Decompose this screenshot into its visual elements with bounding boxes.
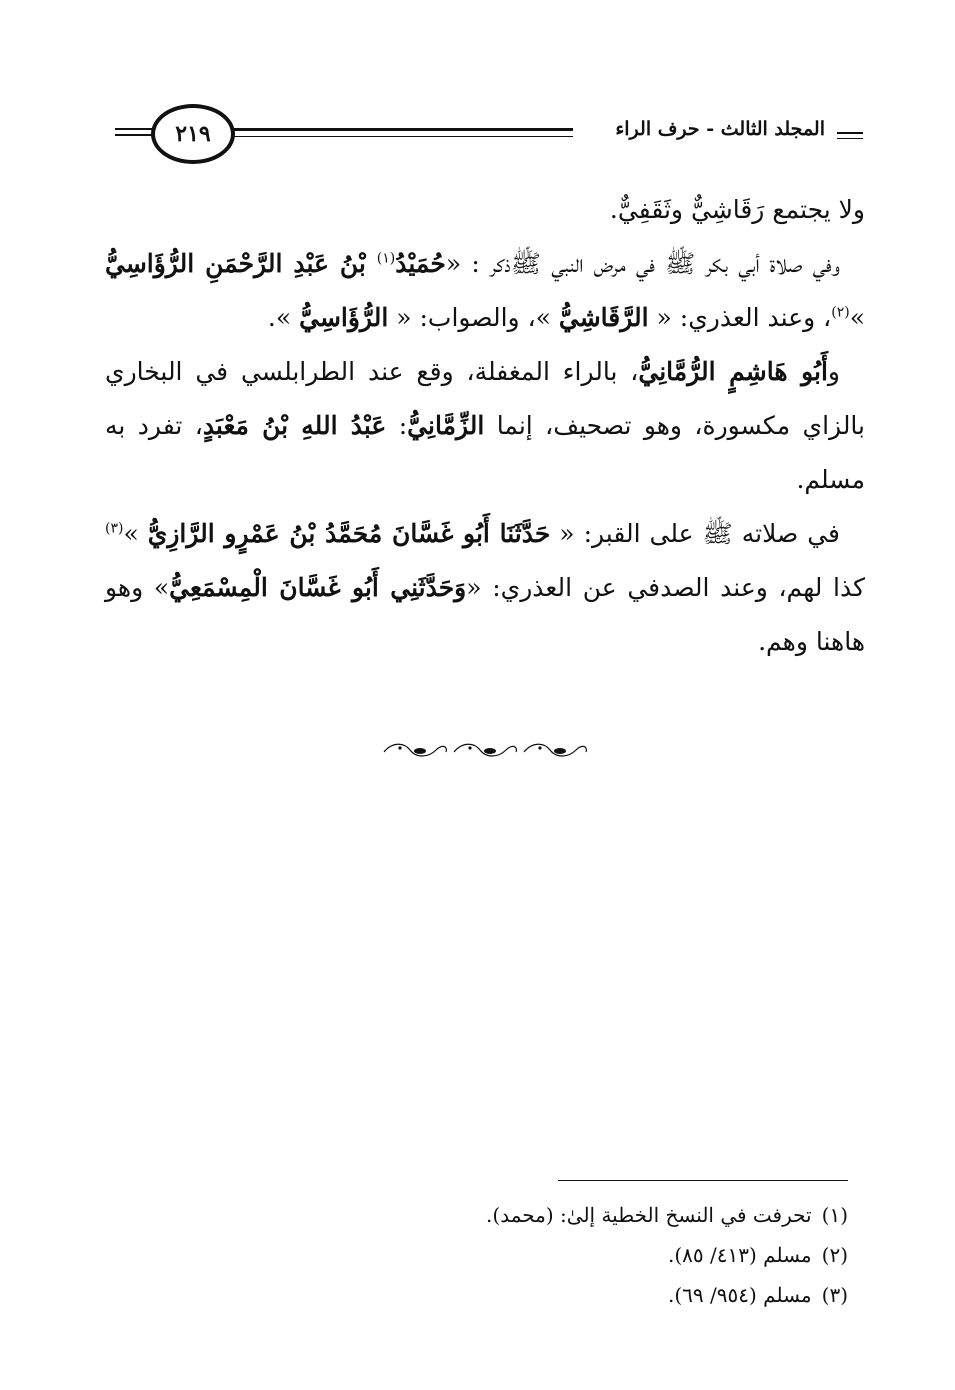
footnote-ref[interactable]: (٢) xyxy=(831,304,850,321)
bold-quote: وَحَدَّثَنِي أَبُو غَسَّانَ الْمِسْمَعِيُّ xyxy=(169,573,467,602)
footnote-text: مسلم (٤١٣/ ٨٥). xyxy=(667,1243,812,1267)
text-run: و xyxy=(827,357,840,386)
text-run: ولا يجتمع رَقَاشِيٌّ وثَقَفِيٌّ. xyxy=(609,195,865,224)
footnotes xyxy=(300,1195,848,1315)
footnote-item xyxy=(300,1235,848,1275)
header-rule xyxy=(837,132,863,134)
bold-name: الزِّمَّانِيُّ xyxy=(407,411,485,440)
running-title: المجلد الثالث - حرف الراء xyxy=(609,118,831,140)
footnote-ref[interactable]: (٣) xyxy=(105,520,124,537)
paragraph xyxy=(105,237,865,345)
footnote-separator xyxy=(558,1180,848,1181)
bold-name: بْنُ عَبْدِ الرَّحْمَنِ الرُّؤَاسِيُّ xyxy=(105,249,377,278)
text-run: ». xyxy=(267,303,300,332)
main-text xyxy=(105,183,865,669)
page-number: ٢١٩ xyxy=(151,104,235,164)
ornament-divider-icon xyxy=(380,738,590,762)
text-run: ، بالراء المغفلة، وقع عند الطرابلسي في البخاري بالزاي مكسورة، وهو تصحيف، إنما xyxy=(105,357,866,440)
text-run: » xyxy=(849,303,865,332)
footnote-item xyxy=(300,1275,848,1315)
footnote-text: مسلم (٩٥٤/ ٦٩). xyxy=(667,1283,812,1307)
bold-name: عَبْدُ اللهِ بْنُ مَعْبَدٍ xyxy=(202,411,387,440)
footnote-number: (٣) xyxy=(821,1283,848,1307)
paragraph xyxy=(105,507,865,669)
footnote-text: تحرفت في النسخ الخطية إلىٰ: (محمد). xyxy=(486,1203,812,1227)
page-header xyxy=(105,100,863,166)
header-rule xyxy=(225,128,573,131)
bold-name: الرَّقَاشِيُّ xyxy=(558,303,649,332)
text-run: ، وعند العذري: « xyxy=(648,303,832,332)
text-run: في صلاته ﷺ على القبر: « xyxy=(550,519,840,548)
text-run: » xyxy=(123,519,148,548)
footnote-number: (٢) xyxy=(821,1243,848,1267)
bold-name: حُمَيْدُ xyxy=(395,249,446,278)
paragraph xyxy=(105,183,865,237)
text-run: ، تفرد به مسلم. xyxy=(105,411,865,494)
text-run: وفي صلاة أبي بكر ﷺ في مرض النبي ﷺذكر : « xyxy=(445,249,840,278)
text-run: كذا لهم، وعند الصدفي عن العذري: « xyxy=(466,573,865,602)
header-rule xyxy=(225,136,573,137)
bold-name: أَبُو هَاشِمٍ الرُّمَّانِيُّ xyxy=(638,357,828,386)
bold-name: الرُّؤَاسِيُّ xyxy=(299,303,389,332)
text-run: » وهو هاهنا وهم. xyxy=(105,573,865,656)
text-run: »، والصواب: « xyxy=(388,303,559,332)
header-rule xyxy=(837,138,863,139)
footnote-ref[interactable]: (١) xyxy=(376,250,396,267)
bold-quote: حَدَّثَنَا أَبُو غَسَّانَ مُحَمَّدُ بْنُ عَمْرٍو الرَّازِيُّ xyxy=(147,519,551,548)
footnote-item xyxy=(300,1195,848,1235)
text-run: : xyxy=(386,411,408,440)
paragraph xyxy=(105,345,865,507)
footnote-number: (١) xyxy=(821,1203,848,1227)
